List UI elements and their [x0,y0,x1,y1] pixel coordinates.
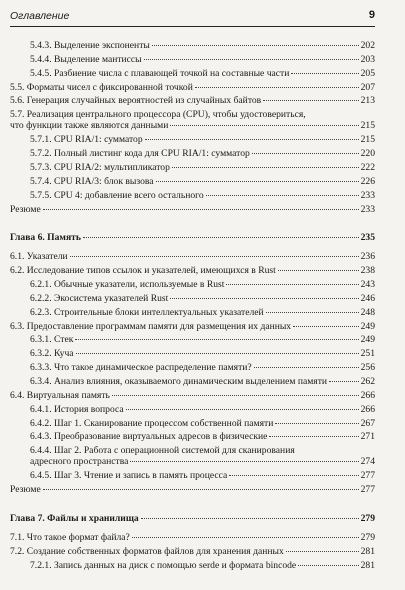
toc-entry-page: 281 [360,545,375,557]
dot-leader [76,353,359,354]
dot-leader [206,195,359,196]
toc-entry [10,532,375,543]
toc-entry-page: 262 [360,375,375,387]
toc-entry [30,293,375,304]
toc-entry [10,82,375,93]
toc-entry-title: 5.7.5. CPU 4: добавление всего остального [30,189,204,201]
toc-entry-title: Глава 6. Память [10,232,81,244]
dot-leader [269,436,358,437]
toc-entry-title: 6.2.3. Строительные блоки интеллектуальных указателей [30,306,264,318]
toc-entry-title: 6.4.1. История вопроса [30,403,124,415]
dot-leader [226,284,358,285]
toc-entry-title: 5.4.3. Выделение экспоненты [30,40,150,51]
dot-leader [112,395,359,396]
toc-entry [30,307,375,318]
toc-entry-text-line: 5.7. Реализация центрального процессора (CPU), чтобы удостовериться, [10,109,306,121]
toc-entry [30,176,375,187]
dot-leader [132,537,359,538]
dot-leader [43,489,359,490]
toc-entry-page: 271 [360,431,375,443]
dot-leader [278,270,359,271]
toc-entry [30,279,375,290]
dot-leader [75,339,358,340]
toc-entry [10,321,375,332]
toc-entry-text-line: 6.4.4. Шаг 2. Работа с операционной системой для сканирования [30,445,295,457]
dot-leader [43,209,359,210]
dot-leader [152,45,359,46]
toc-entry-title: 5.4.4. Выделение мантиссы [30,53,142,65]
toc-entry-page: 215 [360,134,375,146]
toc-entry-page: 281 [360,559,375,571]
toc-entry-page: 215 [360,120,375,132]
toc-entry [30,40,375,51]
toc-entry-title: 6.1. Указатели [10,251,68,263]
dot-leader [172,167,359,168]
toc-entry-page: 279 [360,531,375,543]
dot-leader [275,423,358,424]
toc-entry-page: 235 [360,232,375,244]
toc-entry-title: 6.2. Исследование типов ссылок и указателей, имеющихся в Rust [10,265,276,277]
toc-entry-title: 6.4.5. Шаг 3. Чтение и запись в память процесса [30,470,228,482]
dot-leader [254,367,359,368]
dot-leader [266,312,359,313]
toc-entry-title: 6.3.3. Что такое динамическое распределение памяти? [30,362,252,374]
toc-entry [10,204,375,215]
toc-entry-title: 6.3.4. Анализ влияния, оказываемого динамическим выделением памяти [30,375,328,387]
toc-entry-title: адресного пространства [30,456,129,468]
toc-entry-title: 7.2.1. Запись данных на диск с помощью serde и формата bincode [30,559,297,571]
toc-entry [30,348,375,359]
toc-entry [30,431,375,442]
toc-entry-title: Резюме [10,203,41,215]
toc-entry [10,484,375,495]
toc-entry-page: 236 [360,251,375,263]
toc-entry-page: 251 [360,348,375,360]
toc-entry-page: 233 [360,189,375,201]
toc-entry [30,54,375,65]
toc-entry [30,134,375,145]
toc-entry-page: 267 [360,417,375,429]
dot-leader [126,409,359,410]
toc-entry-title: 6.2.1. Обычные указатели, используемые в Rust [30,279,225,290]
toc-entry [30,68,375,79]
toc-entry-page: 202 [360,40,375,51]
toc-entry-page: 226 [360,175,375,187]
running-header [10,10,375,27]
toc-entry-page: 274 [360,456,375,468]
toc-entry-title: 5.7.1. CPU RIA/1: сумматор [30,134,143,146]
toc-entry-title: 6.4.2. Шаг 1. Сканирование процессом собственной памяти [30,417,274,429]
toc-entry-title: 6.3. Предоставление программам памяти для размещения их данных [10,320,292,332]
toc-entry-page: 266 [360,403,375,415]
toc-entry-title: 5.7.2. Полный листинг кода для CPU RIA/1: сумматор [30,148,250,160]
toc-entry [30,560,375,571]
toc-entry [30,445,375,467]
toc-entry [10,95,375,106]
toc-entry-page: 249 [360,334,375,346]
toc-entry-title: что функции также являются данными [10,120,169,132]
toc-entry [30,470,375,481]
dot-leader [70,256,359,257]
toc-entry-page: 220 [360,148,375,160]
toc-entry-page: 238 [360,265,375,277]
header-page-number: 9 [368,9,375,21]
toc-entry [10,390,375,401]
dot-leader [195,87,359,88]
toc-entry [10,513,375,524]
toc-entry-page: 277 [360,470,375,482]
dot-leader [252,153,359,154]
toc-entry-title: 7.2. Создание собственных форматов файлов для хранения данных [10,545,284,557]
toc-entry-title: 5.5. Форматы чисел с фиксированной точкой [10,81,193,93]
toc-entry [30,190,375,201]
toc-entry-page: 207 [360,81,375,93]
toc-entry-title: 6.2.2. Экосистема указателей Rust [30,292,169,304]
dot-leader [156,181,359,182]
toc-entry [30,334,375,345]
toc-entry-page: 213 [360,95,375,107]
toc-entry-title: 5.7.3. CPU RIA/2: мультипликатор [30,162,170,174]
dot-leader [130,461,358,462]
toc-entry-page: 249 [360,320,375,332]
dot-leader [170,125,358,126]
dot-leader [263,100,358,101]
toc-entry-title: 5.4.5. Разбиение числа с плавающей точкой на составные части [30,67,290,79]
toc-entry-page: 266 [360,389,375,401]
dot-leader [83,237,359,238]
toc-entry-title: 7.1. Что такое формат файла? [10,531,130,543]
toc-entry-page: 233 [360,203,375,215]
toc-entry [30,404,375,415]
toc-entry-title: 6.4.3. Преобразование виртуальных адресов в физические [30,431,268,443]
toc-entry [30,162,375,173]
toc-entry [30,418,375,429]
toc-entry-title: 5.6. Генерация случайных вероятностей из случайных байтов [10,95,262,107]
toc-entry-page: 246 [360,292,375,304]
dot-leader [170,298,358,299]
dot-leader [144,59,359,60]
toc-entry-title: 6.3.1. Стек [30,334,74,346]
toc-entry [10,546,375,557]
toc-entry [30,376,375,387]
toc-entry-title: 6.4. Виртуальная память [10,389,110,401]
dot-leader [298,565,358,566]
toc-entry-title: Глава 7. Файлы и хранилища [10,513,139,524]
toc-entry-page: 248 [360,306,375,318]
dot-leader [141,518,359,519]
header-title: Оглавление [10,10,70,22]
dot-leader [286,551,359,552]
toc-entry [10,251,375,262]
toc-entry [10,232,375,243]
toc-entry-page: 203 [360,53,375,65]
toc-entry-page: 205 [360,67,375,79]
toc-entry [30,362,375,373]
toc-entry-title: 5.7.4. CPU RIA/3: блок вызова [30,175,154,187]
toc-entry-page: 222 [360,162,375,174]
toc-entry-title: 6.3.2. Куча [30,348,74,360]
toc-entry-page: 243 [360,279,375,290]
toc-entry [10,109,375,131]
dot-leader [293,326,359,327]
dot-leader [329,381,359,382]
toc-entry [30,148,375,159]
dot-leader [145,139,359,140]
toc-entry [10,265,375,276]
toc-entry-page: 277 [360,484,375,496]
toc-entry-page: 279 [360,513,375,524]
dot-leader [229,475,358,476]
toc-entry-title: Резюме [10,484,41,496]
dot-leader [291,73,358,74]
toc-entry-page: 256 [360,362,375,374]
